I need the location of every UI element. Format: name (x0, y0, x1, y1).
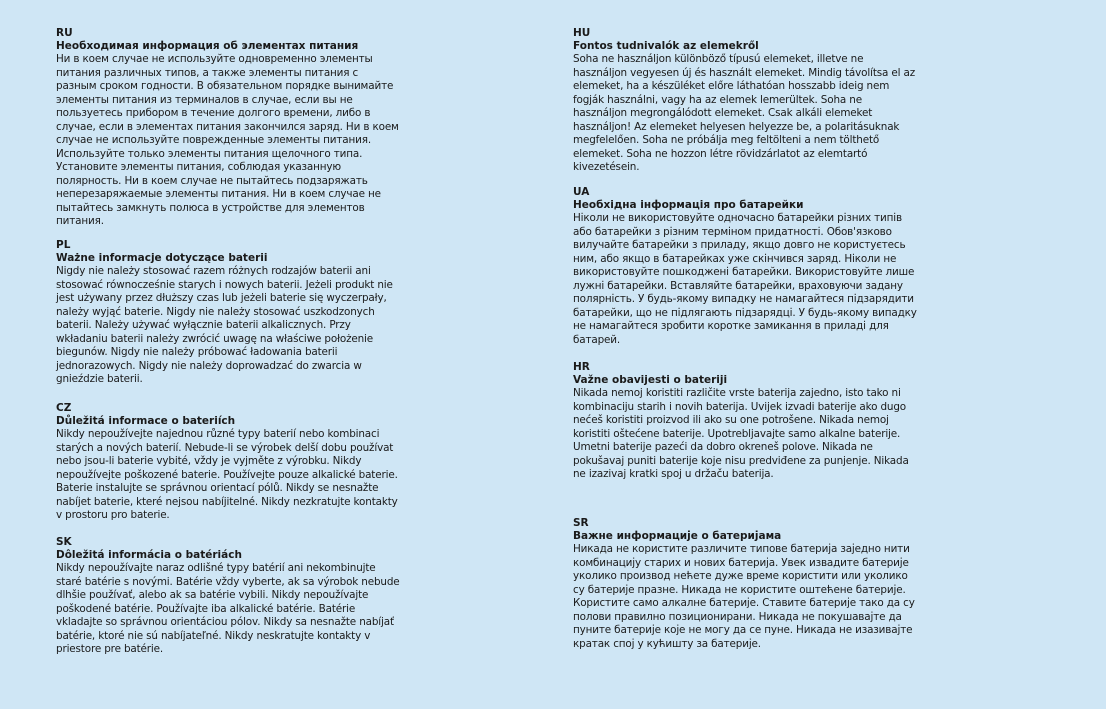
language-code: CZ (56, 402, 72, 414)
section-body: Nikdy nepoužívejte najednou různé typy baterií nebo kombinaci starých a nových baterií. Nebude-li se výrobek delší dobu používat nebo jsou-li baterie vybité, vždy je vyjměte z výrobku. Nikdy nepoužívejte poškozené baterie. Používejte pouze alkalické baterie. Baterie instalujte se správnou orientací pólů. Nikdy se nesnažte nabíjet baterie, které nejsou nabíjitelné. Nikdy nezkratujte kontakty v prostoru pro baterie. (56, 428, 398, 521)
section-title: Необходимая информация об элементах питания (56, 40, 359, 52)
section-body: Soha ne használjon különböző típusú elemeket, illetve ne használjon vegyesen új és használt elemeket. Mindig távolítsa el az elemeket, ha a készüléket előre láthatóan hosszabb ideig nem fogják használni, vagy ha az elemek lemerültek. Soha ne használjon megrongálódott elemeket. Csak alkáli elemeket használjon! Az elemeket helyesen helyezze be, a polaritásuknak megfelelően. Soha ne próbálja meg feltölteni a nem tölthető elemeket. Soha ne hozzon létre rövidzárlatot az elemtartó kivezetésein. (573, 53, 916, 173)
section-title: Važne obavijesti o bateriji (573, 374, 728, 386)
section-body: Никада не користите различите типове батерија заједно нити комбинацију старих и нових батерија. Увек извадите батерије уколико производ нећете дуже време користити или уколико су батерије празне. Никада не користите оштећене батерије. Користите само алкалне батерије. Ставите батерије тако да су полови правилно позиционирани. Никада не покушавајте да пуните батерије које не могу да се пуне. Никада не изазивајте кратак спој у кућишту за батерије. (573, 543, 915, 650)
section-hu (573, 27, 918, 175)
section-title: Ważne informacje dotyczące baterii (56, 252, 268, 264)
language-code: SR (573, 517, 589, 529)
section-ru (56, 27, 401, 229)
section-body: Ніколи не використовуйте одночасно батарейки різних типів або батарейки з різним терміном придатності. Обов'язково вилучайте батарейки з приладу, якщо довго не користуєтесь ним, або якщо в батарейках уже скінчився заряд. Ніколи не використовуйте пошкоджені батарейки. Використовуйте лише лужні батарейки. Вставляйте батарейки, враховуючи задану полярність. У будь-якому випадку не намагайтеся підзарядити батарейки, що не підлягають підзарядці. У будь-якому випадку не намагайтеся зробити коротке замикання в приладі для батарей. (573, 212, 917, 346)
section-hr (573, 361, 918, 482)
section-title: Необхідна інформація про батарейки (573, 199, 804, 211)
language-code: HU (573, 27, 591, 39)
language-code: UA (573, 186, 590, 198)
language-code: RU (56, 27, 73, 39)
section-title: Важне информације о батеријама (573, 530, 782, 542)
section-sk (56, 536, 401, 657)
section-title: Dôležitá informácia o batériách (56, 549, 242, 561)
section-title: Fontos tudnivalók az elemekről (573, 40, 759, 52)
language-code: SK (56, 536, 72, 548)
section-pl (56, 239, 401, 387)
section-body: Ни в коем случае не используйте одновременно элементы питания различных типов, а также элементы питания с разным сроком годности. В обязательном порядке вынимайте элементы питания из терминалов в случае, если вы не пользуетесь прибором в течение долгого времени, либо в случае, если в элементах питания закончился заряд. Ни в коем случае не используйте поврежденные элементы питания. Используйте только элементы питания щелочного типа. Установите элементы питания, соблюдая указанную полярность. Ни в коем случае не пытайтесь подзаряжать неперезаряжаемые элементы питания. Ни в коем случае не пытайтесь замкнуть полюса в устройстве для элементов питания. (56, 53, 399, 227)
section-title: Důležitá informace o bateriích (56, 415, 236, 427)
section-cz (56, 402, 401, 523)
language-code: HR (573, 361, 590, 373)
language-code: PL (56, 239, 71, 251)
section-body: Nigdy nie należy stosować razem różnych rodzajów baterii ani stosować równocześnie starych i nowych baterii. Jeżeli produkt nie jest używany przez dłuższy czas lub jeżeli baterie się wyczerpały, należy wyjąć baterie. Nigdy nie należy stosować uszkodzonych baterii. Należy używać wyłącznie baterii alkalicznych. Przy wkładaniu baterii należy zwrócić uwagę na właściwe położenie biegunów. Nigdy nie należy próbować ładowania baterii jednorazowych. Nigdy nie należy doprowadzać do zwarcia w gnieździe baterii. (56, 265, 393, 385)
section-body: Nikada nemoj koristiti različite vrste baterija zajedno, isto tako ni kombinaciju starih i novih baterija. Uvijek izvadi baterije ako dugo nećeš koristiti proizvod ili ako su one potrošene. Nikada nemoj koristiti oštećene baterije. Upotrebljavajte samo alkalne baterije. Umetni baterije pazeći da dobro okreneš polove. Nikada ne pokušavaj puniti baterije koje nisu predviđene za punjenje. Nikada ne izazivaj kratki spoj u držaču baterija. (573, 387, 909, 480)
section-body: Nikdy nepoužívajte naraz odlišné typy batérií ani nekombinujte staré batérie s novými. Batérie vždy vyberte, ak sa výrobok nebude dlhšie používať, alebo ak sa batérie vybili. Nikdy nepoužívajte poškodené batérie. Používajte iba alkalické batérie. Batérie vkladajte so správnou orientáciou pólov. Nikdy sa nesnažte nabíjať batérie, ktoré nie sú nabíjateľné. Nikdy neskratujte kontakty v priestore pre batérie. (56, 562, 400, 655)
section-ua (573, 186, 918, 347)
section-sr (573, 517, 918, 651)
